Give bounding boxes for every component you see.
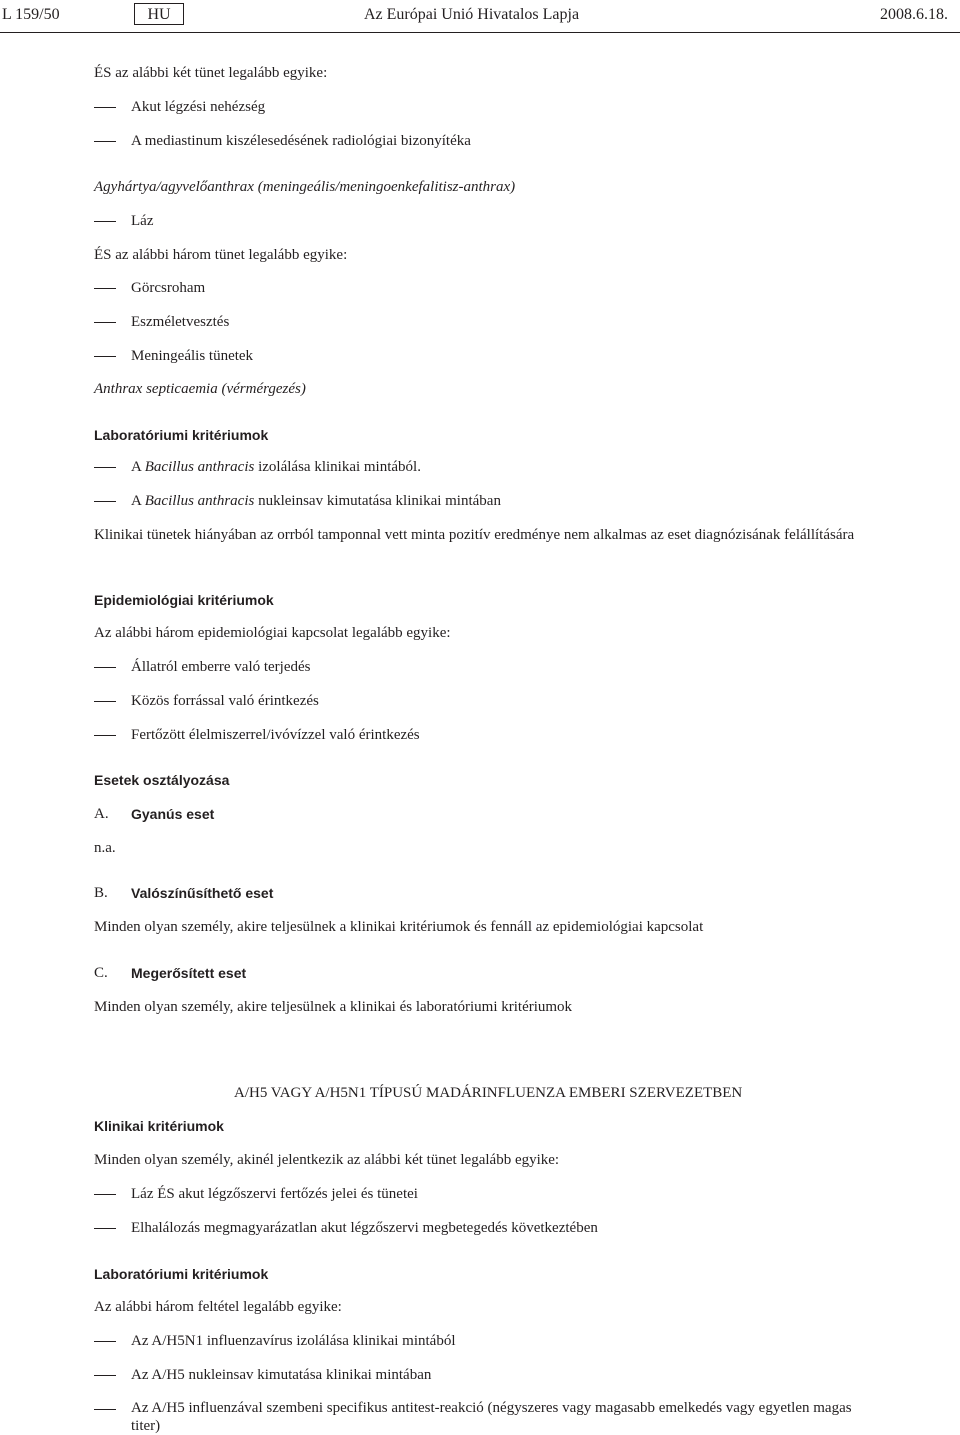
class-c-letter: C.: [94, 965, 108, 981]
epi-intro: Az alábbi három epidemiológiai kapcsolat legalább egyike:: [94, 625, 451, 641]
publication-date: 2008.6.18.: [880, 6, 948, 23]
list-dash: [94, 322, 116, 323]
epi-heading: Epidemiológiai kritériumok: [94, 592, 274, 608]
list-item: Láz: [131, 213, 154, 229]
organism-name: Bacillus anthracis: [144, 459, 255, 475]
lab-item-pre: A: [131, 459, 145, 475]
class-c-title: Megerősített eset: [131, 965, 247, 981]
journal-title: Az Európai Unió Hivatalos Lapja: [364, 6, 580, 23]
lab-item-post: nukleinsav kimutatása klinikai mintában: [254, 493, 501, 509]
list-item: Az A/H5N1 influenzavírus izolálása klinikai mintából: [131, 1333, 456, 1349]
lab-item-pre: A: [131, 493, 145, 509]
class-a-letter: A.: [94, 806, 109, 822]
list-dash: [94, 1228, 116, 1229]
list-dash: [94, 141, 116, 142]
pulmonary-intro: ÉS az alábbi két tünet legalább egyike:: [94, 65, 328, 81]
list-dash: [94, 288, 116, 289]
lab-item: [131, 458, 421, 476]
language-code-box: HU: [134, 3, 184, 25]
list-item: Az A/H5 nukleinsav kimutatása klinikai mintában: [131, 1367, 432, 1383]
influenza-clinical-intro: Minden olyan személy, akinél jelentkezik az alábbi két tünet legalább egyike:: [94, 1152, 560, 1168]
influenza-lab-heading: Laboratóriumi kritériumok: [94, 1266, 269, 1282]
class-c-text: Minden olyan személy, akire teljesülnek a klinikai és laboratóriumi kritériumok: [94, 999, 573, 1015]
list-dash: [94, 467, 116, 468]
septicaemia-title: Anthrax septicaemia (vérmérgezés): [94, 381, 306, 397]
influenza-title: A/H5 VAGY A/H5N1 TÍPUSÚ MADÁRINFLUENZA EMBERI SZERVEZETBEN: [234, 1085, 743, 1101]
list-item: Akut légzési nehézség: [131, 99, 266, 115]
page-number: L 159/50: [2, 6, 60, 23]
organism-name: Bacillus anthracis: [144, 493, 255, 509]
classification-heading: Esetek osztályozása: [94, 772, 230, 788]
class-a-title: Gyanús eset: [131, 806, 215, 822]
list-item: Eszméletvesztés: [131, 314, 230, 330]
influenza-clinical-heading: Klinikai kritériumok: [94, 1118, 224, 1134]
list-dash: [94, 667, 116, 668]
list-item: Elhalálozás megmagyarázatlan akut légzőszervi megbetegedés következtében: [131, 1220, 598, 1236]
class-b-title: Valószínűsíthető eset: [131, 885, 274, 901]
page-header: [0, 0, 960, 32]
list-dash: [94, 701, 116, 702]
meningeal-title: Agyhártya/agyvelőanthrax (meningeális/meningoenkefalitisz-anthrax): [94, 179, 516, 195]
list-dash: [94, 107, 116, 108]
header-rule: [0, 32, 960, 33]
list-dash: [94, 356, 116, 357]
list-item: Görcsroham: [131, 280, 206, 296]
list-item: Láz ÉS akut légzőszervi fertőzés jelei és tünetei: [131, 1186, 418, 1202]
list-dash: [94, 1341, 116, 1342]
lab-heading: Laboratóriumi kritériumok: [94, 427, 269, 443]
list-dash: [94, 735, 116, 736]
lab-item: [131, 492, 501, 510]
class-b-text: Minden olyan személy, akire teljesülnek a klinikai kritériumok és fennáll az epidemiológiai kapcsolat: [94, 919, 704, 935]
lab-note: Klinikai tünetek hiányában az orrból tamponnal vett minta pozitív eredménye nem alkalmas az eset diagnózisának felállítására: [94, 527, 855, 543]
list-dash: [94, 221, 116, 222]
list-item: Fertőzött élelmiszerrel/ivóvízzel való érintkezés: [131, 727, 420, 743]
list-item: Állatról emberre való terjedés: [131, 659, 311, 675]
list-dash: [94, 501, 116, 502]
list-item: Az A/H5 influenzával szembeni specifikus antitest-reakció (négyszeres vagy magasabb emelkedés vagy egyetlen magas titer): [131, 1400, 852, 1434]
list-item: Közös forrással való érintkezés: [131, 693, 319, 709]
class-a-text: n.a.: [94, 840, 116, 856]
meningeal-intro: ÉS az alábbi három tünet legalább egyike:: [94, 247, 348, 263]
list-dash: [94, 1409, 116, 1410]
list-item: Meningeális tünetek: [131, 348, 254, 364]
list-item: A mediastinum kiszélesedésének radiológiai bizonyítéka: [131, 133, 471, 149]
influenza-lab-intro: Az alábbi három feltétel legalább egyike:: [94, 1299, 342, 1315]
list-dash: [94, 1194, 116, 1195]
lab-item-post: izolálása klinikai mintából.: [254, 459, 421, 475]
list-dash: [94, 1375, 116, 1376]
class-b-letter: B.: [94, 885, 108, 901]
